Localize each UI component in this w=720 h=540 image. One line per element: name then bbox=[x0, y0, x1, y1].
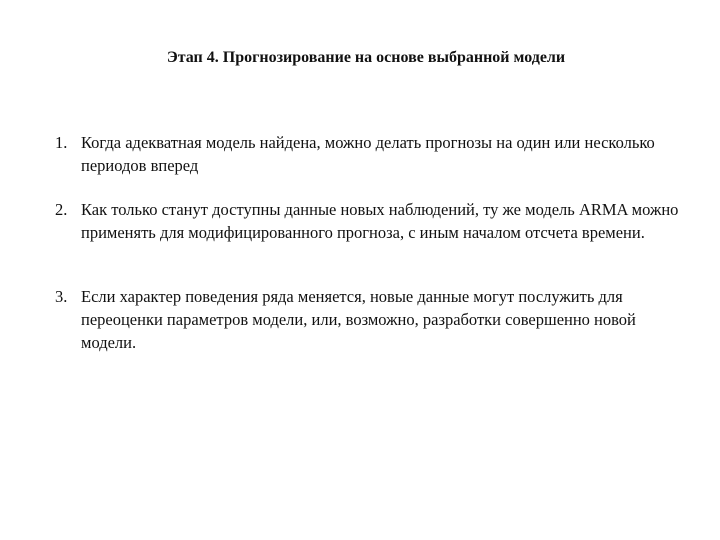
list-item-number: 2. bbox=[55, 200, 68, 219]
list-item bbox=[55, 131, 695, 177]
list-item-text: Как только станут доступны данные новых наблюдений, ту же модель ARMA можно применять для модифицированного прогноза, с иным началом отсчета времени. bbox=[81, 200, 679, 242]
list-item-text: Если характер поведения ряда меняется, новые данные могут послужить для переоценки параметров модели, или, возможно, разработки совершенно новой модели. bbox=[81, 287, 636, 352]
list-item bbox=[55, 285, 695, 354]
list-item-number: 3. bbox=[55, 287, 68, 306]
list-item bbox=[55, 198, 695, 244]
slide-title: Этап 4. Прогнозирование на основе выбранной модели bbox=[166, 49, 566, 66]
list-item-number: 1. bbox=[55, 133, 68, 152]
list-item-text: Когда адекватная модель найдена, можно делать прогнозы на один или несколько периодов вперед bbox=[81, 133, 655, 175]
